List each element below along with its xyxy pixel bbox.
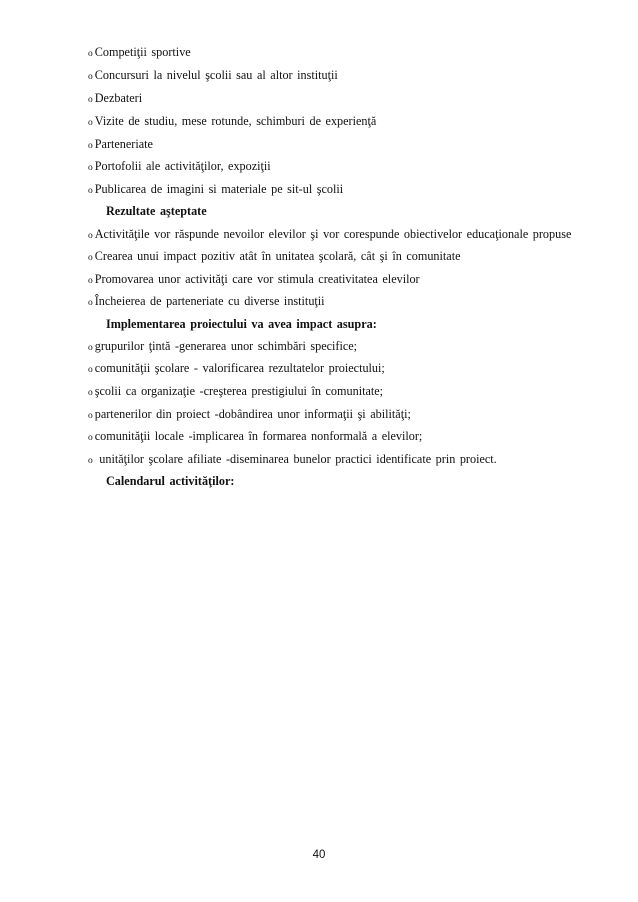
bullet-marker: o bbox=[88, 365, 93, 375]
bullet-marker: o bbox=[88, 276, 93, 286]
impact-item: o şcolii ca organizaţie -creşterea prestigiului în comunitate; bbox=[88, 383, 383, 401]
bullet-marker: o bbox=[88, 298, 93, 308]
bullet-marker: o bbox=[88, 95, 93, 105]
bullet-marker: o bbox=[88, 411, 93, 421]
method-item: o Competiţii sportive bbox=[88, 44, 191, 62]
bullet-marker: o bbox=[88, 186, 93, 196]
impact-item: o comunităţii şcolare - valorificarea rezultatelor proiectului; bbox=[88, 360, 385, 378]
result-item: o Promovarea unor activităţi care vor stimula creativitatea elevilor bbox=[88, 271, 420, 289]
result-item: o Crearea unui impact pozitiv atât în unitatea şcolară, cât şi în comunitate bbox=[88, 248, 461, 266]
bullet-marker: o bbox=[88, 118, 93, 128]
method-item: o Vizite de studiu, mese rotunde, schimburi de experienţă bbox=[88, 113, 376, 131]
result-item: o Activităţile vor răspunde nevoilor elevilor şi vor corespunde obiectivelor educaţionale propuse bbox=[88, 226, 571, 244]
method-item: o Parteneriate bbox=[88, 136, 153, 154]
method-item: o Concursuri la nivelul şcolii sau al altor instituţii bbox=[88, 67, 338, 85]
calendar-heading: Calendarul activităţilor: bbox=[106, 474, 235, 488]
bullet-marker: o bbox=[88, 343, 93, 353]
bullet-marker: o bbox=[88, 49, 93, 59]
bullet-marker: o bbox=[88, 141, 93, 151]
bullet-marker: o bbox=[88, 433, 93, 443]
method-item: o Publicarea de imagini si materiale pe sit-ul şcolii bbox=[88, 181, 343, 199]
impact-item: o unităţilor şcolare afiliate -diseminarea bunelor practici identificate prin proiect. bbox=[88, 451, 497, 469]
bullet-marker: o bbox=[88, 163, 93, 173]
impact-item: o grupurilor ţintă -generarea unor schimbări specifice; bbox=[88, 338, 357, 356]
method-item: o Dezbateri bbox=[88, 90, 142, 108]
method-item: o Portofolii ale activităţilor, expoziţii bbox=[88, 158, 271, 176]
bullet-marker: o bbox=[88, 72, 93, 82]
bullet-marker: o bbox=[88, 231, 93, 241]
bullet-marker: o bbox=[88, 456, 93, 466]
result-item: o Încheierea de parteneriate cu diverse instituţii bbox=[88, 293, 325, 311]
page-number: 40 bbox=[312, 849, 326, 861]
impact-item: o partenerilor din proiect -dobândirea unor informaţii şi abilităţi; bbox=[88, 406, 411, 424]
impact-heading: Implementarea proiectului va avea impact asupra: bbox=[106, 317, 377, 331]
impact-item: o comunităţii locale -implicarea în formarea nonformală a elevilor; bbox=[88, 428, 422, 446]
results-heading: Rezultate aşteptate bbox=[106, 204, 207, 218]
bullet-marker: o bbox=[88, 253, 93, 263]
bullet-marker: o bbox=[88, 388, 93, 398]
